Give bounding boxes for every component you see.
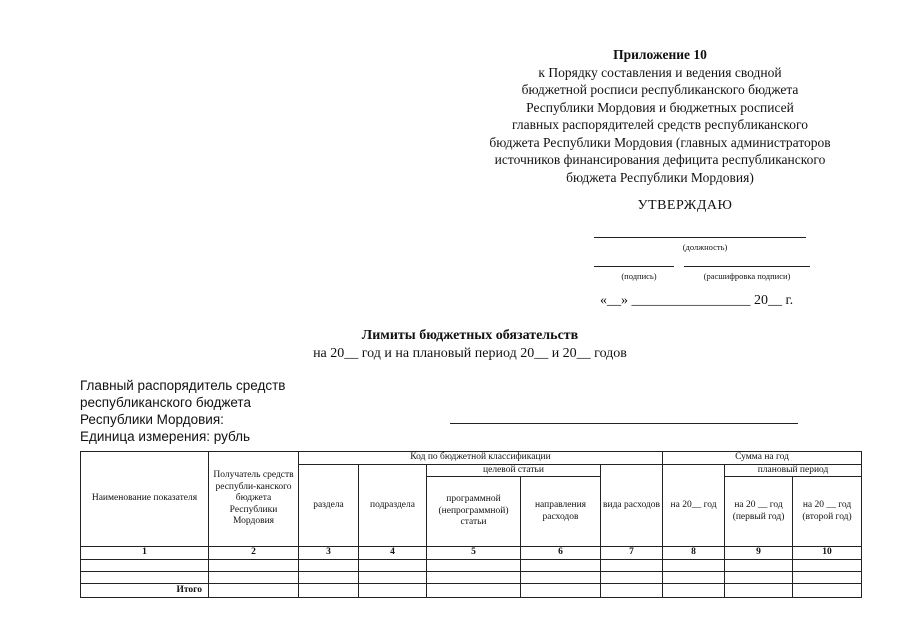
column-number: 2 [209,547,299,560]
header-planning-period: плановый период [725,464,862,477]
document-subtitle: на 20__ год и на плановый период 20__ и 20__ годов [313,346,627,361]
total-row [81,584,862,598]
column-number: 7 [601,547,663,560]
document-title: Лимиты бюджетных обязательств [361,328,579,343]
header-direction: направления расходов [521,477,601,547]
column-number: 3 [299,547,359,560]
header-classification-code: Код по бюджетной классификации [299,452,663,465]
appendix-line: бюджета Республики Мордовия) [566,169,754,185]
header-section: раздела [299,464,359,547]
approval-date-line: «__» _________________ 20__ г. [600,293,794,308]
decoding-line [684,266,810,267]
column-number: 9 [725,547,793,560]
column-number: 1 [81,547,209,560]
header-year-sum: Сумма на год [663,452,862,465]
column-number: 10 [793,547,862,560]
column-number: 5 [427,547,521,560]
appendix-line: источников финансирования дефицита республиканского [494,152,826,167]
table-row [81,572,862,584]
header-first-year: на 20 __ год (первый год) [725,477,793,547]
info-line: Единица измерения: рубль [80,429,251,444]
approval-label: УТВЕРЖДАЮ [637,198,733,213]
appendix-line: к Порядку составления и ведения сводной [538,64,782,80]
header-expense-type: вида расходов [601,464,663,547]
info-line: Республики Мордовия: [80,412,224,427]
signature-caption: (подпись) [621,271,657,281]
appendix-line: главных распорядителей средств республиканского [512,117,808,132]
position-line [594,237,806,238]
appendix-title: Приложение 10 [613,47,707,62]
header-program: программной (непрограммной) статьи [427,477,521,547]
appendix-block [440,46,880,186]
header-second-year: на 20 __ год (второй год) [793,477,862,547]
appendix-line: Республики Мордовия и бюджетных росписей [526,99,794,115]
appendix-line: бюджетной росписи республиканского бюджета [521,82,799,97]
appendix-line: бюджета Республики Мордовия (главных администраторов [489,134,831,150]
info-line: Главный распорядитель средств [80,378,286,393]
decoding-caption: (расшифровка подписи) [703,271,791,281]
distributor-name-line [450,423,798,424]
position-caption: (должность) [682,242,728,252]
header-current-year: на 20__ год [663,464,725,547]
info-block [80,377,285,445]
table-row [81,560,862,572]
column-number: 8 [663,547,725,560]
document-title-block [280,327,660,363]
header-indicator: Наименование показателя [81,452,209,547]
info-line: республиканского бюджета [80,395,251,410]
header-recipient: Получатель средств республи-канского бюджета Республики Мордовия [209,452,299,547]
limits-table [80,451,862,598]
column-numbers-row [81,547,862,560]
header-subsection: подраздела [359,464,427,547]
header-target-article: целевой статьи [427,464,601,477]
column-number: 4 [359,547,427,560]
column-number: 6 [521,547,601,560]
total-label: Итого [81,584,209,598]
signature-line [594,266,674,267]
